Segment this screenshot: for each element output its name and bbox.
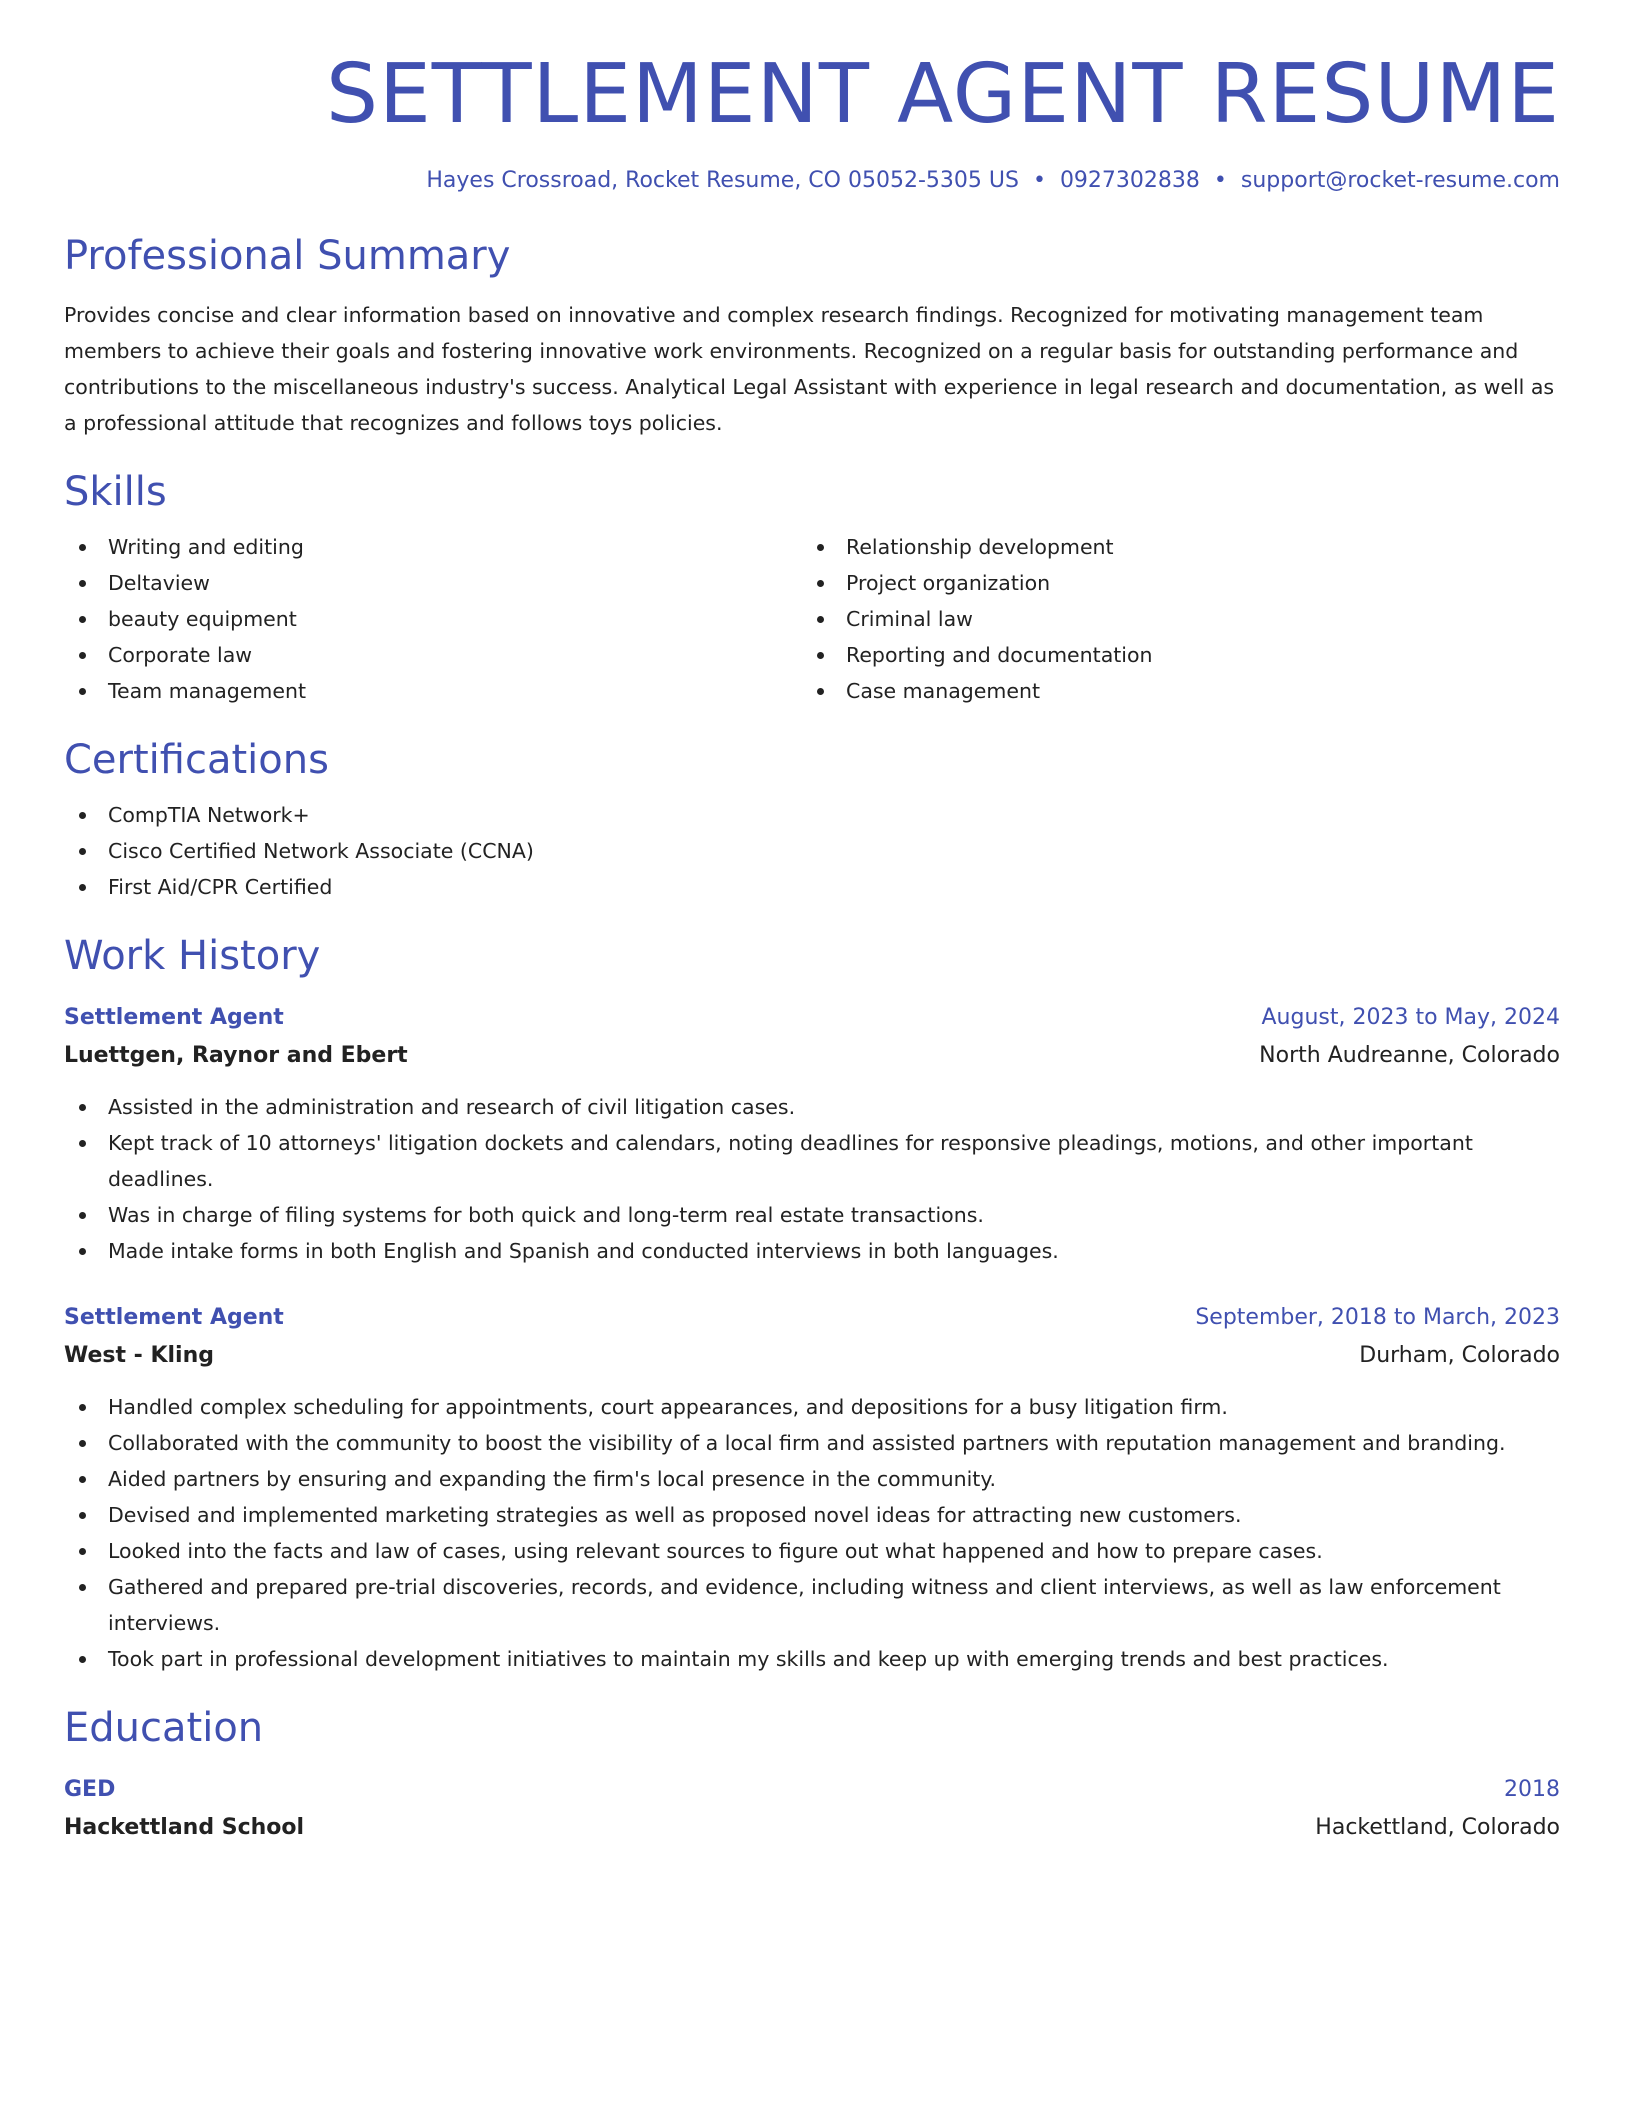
job-company: Luettgen, Raynor and Ebert [64, 1043, 408, 1069]
contact-separator: • [1213, 168, 1227, 194]
job-bullet: Was in charge of filing systems for both quick and long-term real estate transactions. [64, 1197, 1560, 1233]
job-bullet: Kept track of 10 attorneys' litigation dockets and calendars, noting deadlines for responsive pleadings, motions, and other important deadlines. [64, 1125, 1560, 1197]
skill-item: Case management [802, 673, 1540, 709]
contact-address: Hayes Crossroad, Rocket Resume, CO 05052-5305 US [426, 168, 1019, 194]
job-title: Settlement Agent [64, 1305, 284, 1331]
job-location: North Audreanne, Colorado [1259, 1043, 1560, 1069]
skill-item: Relationship development [802, 529, 1540, 565]
contact-email: support@rocket-resume.com [1240, 168, 1560, 194]
job-location: Durham, Colorado [1359, 1343, 1560, 1369]
job-bullets [64, 1389, 1560, 1677]
summary-section [64, 233, 1560, 441]
education-header-row [64, 1771, 1560, 1809]
job-bullet: Gathered and prepared pre-trial discoveries, records, and evidence, including witness and client interviews, as well as law enforcement interviews. [64, 1569, 1560, 1641]
education-school-row [64, 1809, 1560, 1847]
resume-page [64, 47, 1560, 1847]
skills-list-right [802, 529, 1540, 709]
job-entry [64, 1299, 1560, 1677]
skill-item: Writing and editing [64, 529, 802, 565]
certifications-heading: Certifications [64, 737, 329, 784]
contact-line [64, 168, 1560, 193]
education-entry [64, 1771, 1560, 1847]
certification-item: First Aid/CPR Certified [64, 869, 1560, 905]
certifications-list [64, 797, 1560, 905]
job-bullet: Made intake forms in both English and Spanish and conducted interviews in both languages. [64, 1233, 1560, 1269]
skills-list-left [64, 529, 802, 709]
contact-separator: • [1032, 168, 1046, 194]
job-bullet: Looked into the facts and law of cases, using relevant sources to figure out what happened and how to prepare cases. [64, 1533, 1560, 1569]
job-bullet: Assisted in the administration and research of civil litigation cases. [64, 1089, 1560, 1125]
skill-item: Team management [64, 673, 802, 709]
education-heading: Education [64, 1705, 264, 1752]
education-year: 2018 [1504, 1777, 1560, 1803]
certification-item: CompTIA Network+ [64, 797, 1560, 833]
job-bullets [64, 1089, 1560, 1269]
work-history-section [64, 933, 1560, 1677]
skill-item: Corporate law [64, 637, 802, 673]
job-bullet: Took part in professional development initiatives to maintain my skills and keep up with emerging trends and best practices. [64, 1641, 1560, 1677]
education-degree: GED [64, 1777, 116, 1803]
job-company: West - Kling [64, 1343, 215, 1369]
work-history-heading: Work History [64, 933, 321, 980]
job-bullet: Collaborated with the community to boost the visibility of a local firm and assisted partners with reputation management and branding. [64, 1425, 1560, 1461]
job-title: Settlement Agent [64, 1005, 284, 1031]
contact-phone: 0927302838 [1059, 168, 1200, 194]
job-bullet: Handled complex scheduling for appointments, court appearances, and depositions for a busy litigation firm. [64, 1389, 1560, 1425]
skills-section [64, 469, 1560, 709]
certifications-section [64, 737, 1560, 905]
job-bullet: Devised and implemented marketing strategies as well as proposed novel ideas for attracting new customers. [64, 1497, 1560, 1533]
summary-heading: Professional Summary [64, 233, 511, 280]
job-entry [64, 999, 1560, 1269]
job-dates: August, 2023 to May, 2024 [1261, 1005, 1560, 1031]
resume-title: SETTLEMENT AGENT RESUME [325, 47, 1560, 142]
job-header-row [64, 1299, 1560, 1337]
skill-item: Criminal law [802, 601, 1540, 637]
skills-columns [64, 529, 1560, 709]
job-bullet: Aided partners by ensuring and expanding the firm's local presence in the community. [64, 1461, 1560, 1497]
skill-item: Project organization [802, 565, 1540, 601]
job-header-row [64, 999, 1560, 1037]
skill-item: Reporting and documentation [802, 637, 1540, 673]
skill-item: Deltaview [64, 565, 802, 601]
job-dates: September, 2018 to March, 2023 [1195, 1305, 1560, 1331]
education-location: Hackettland, Colorado [1315, 1815, 1560, 1841]
certification-item: Cisco Certified Network Associate (CCNA) [64, 833, 1560, 869]
skill-item: beauty equipment [64, 601, 802, 637]
education-school: Hackettland School [64, 1815, 305, 1841]
education-section [64, 1705, 1560, 1847]
skills-heading: Skills [64, 469, 167, 516]
job-company-row [64, 1337, 1560, 1375]
summary-text: Provides concise and clear information based on innovative and complex research findings. Recognized for motivating management team members to achieve their goals and fostering innovative work environments. Recognized on a regular basis for outstanding performance and contributions to the miscellaneous industry's success. Analytical Legal Assistant with experience in legal research and documentation, as well as a professional attitude that recognizes and follows toys policies. [64, 303, 1555, 436]
job-company-row [64, 1037, 1560, 1075]
